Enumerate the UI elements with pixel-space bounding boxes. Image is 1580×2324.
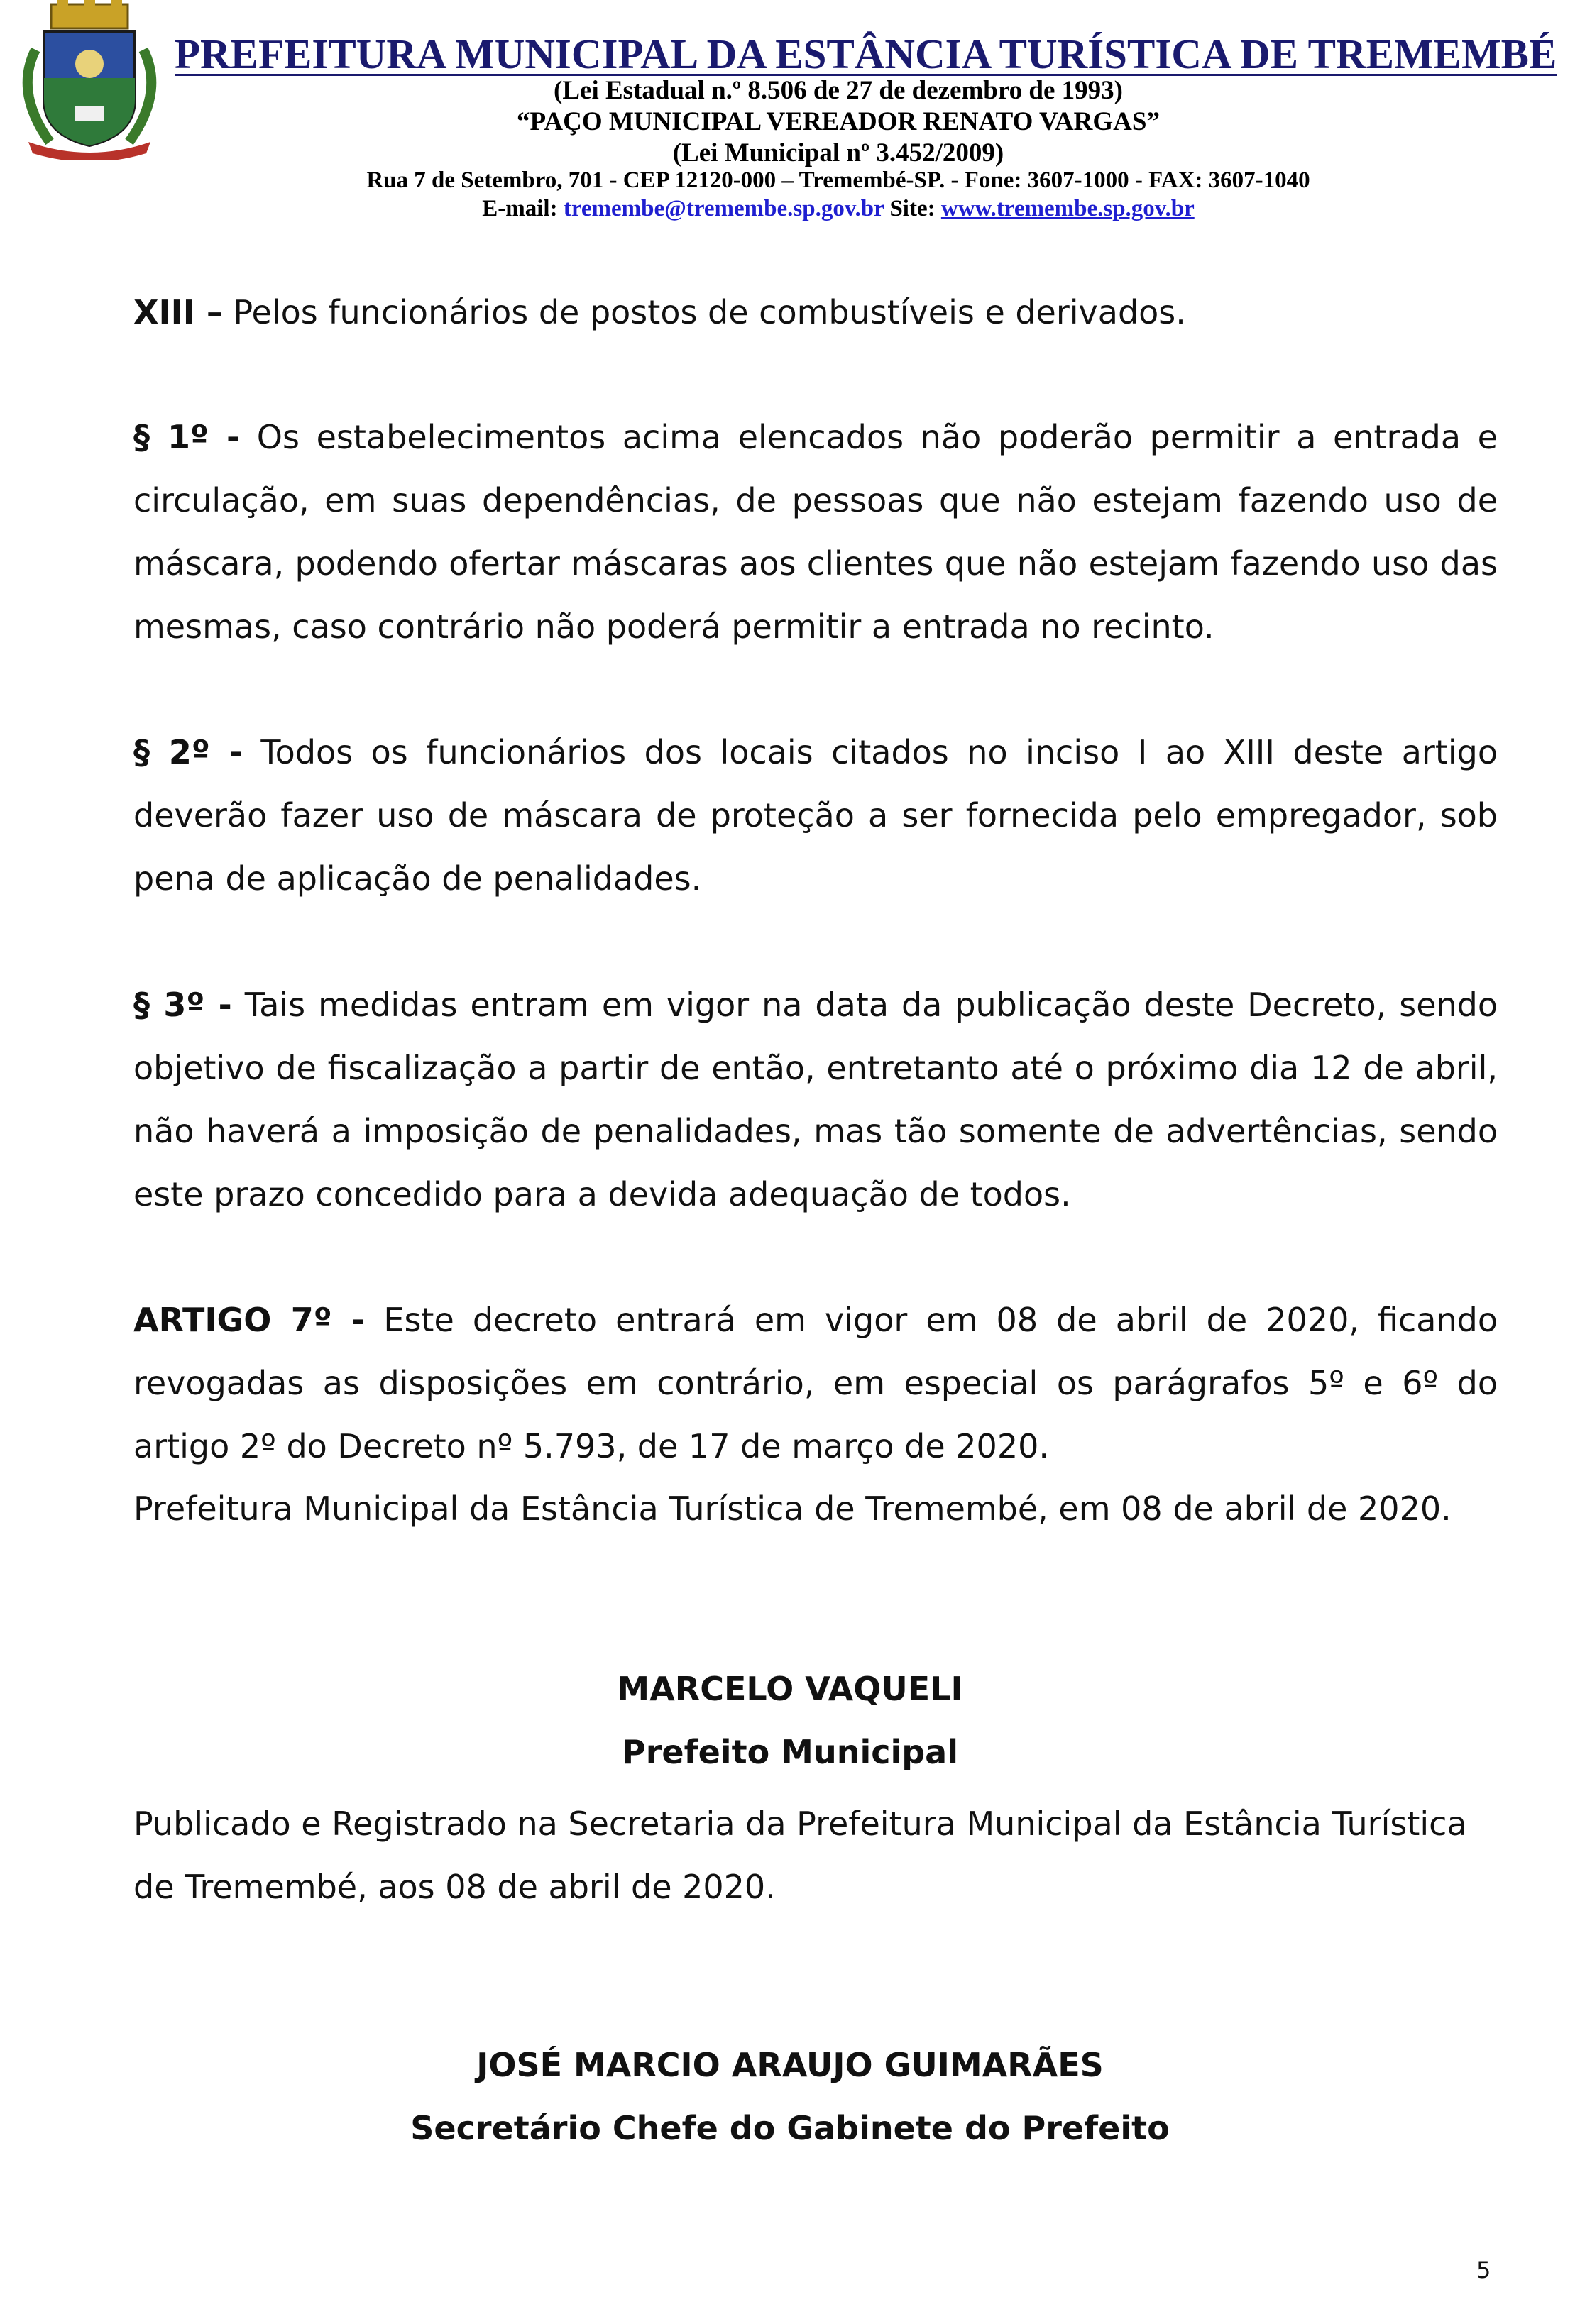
letterhead-contact xyxy=(175,196,1502,222)
inciso-xiii-label: XIII – xyxy=(133,293,223,331)
site-label: Site: xyxy=(889,196,936,221)
page-number: 5 xyxy=(1476,2257,1491,2284)
paragraph-3 xyxy=(133,974,1498,1226)
secretary-title: Secretário Chefe do Gabinete do Prefeito xyxy=(410,2109,1170,2147)
letterhead-municipal-law: (Lei Municipal nº 3.452/2009) xyxy=(672,138,1004,167)
paragraph-3-text: Tais medidas entram em vigor na data da publicação deste Decreto, sendo objetivo de fiscalização a partir de então, entretanto até o próximo dia 12 de abril, não haverá a imposição de penalidades, mas tão somente de advertências, sendo este prazo concedido para a devida adequação de todos. xyxy=(133,986,1498,1213)
publication-note: Publicado e Registrado na Secretaria da Prefeitura Municipal da Estância Turística de Tremembé, aos 08 de abril de 2020. xyxy=(133,1805,1467,1906)
letterhead-title: PREFEITURA MUNICIPAL DA ESTÂNCIA TURÍSTICA DE TREMEMBÉ xyxy=(175,31,1557,77)
site-link[interactable]: www.tremembe.sp.gov.br xyxy=(940,196,1195,221)
paragraph-1-label: § 1º - xyxy=(133,418,241,456)
letterhead-state-law: (Lei Estadual n.º 8.506 de 27 de dezembro de 1993) xyxy=(554,76,1123,105)
article-7-label: ARTIGO 7º - xyxy=(133,1301,366,1339)
paragraph-1 xyxy=(133,406,1498,659)
paragraph-1-text: Os estabelecimentos acima elencados não poderão permitir a entrada e circulação, em suas dependências, de pessoas que não estejam fazendo uso de máscara, podendo ofertar máscaras aos clientes que não estejam fazendo uso das mesmas, caso contrário não poderá permitir a entrada no recinto. xyxy=(133,418,1498,646)
place-date-line: Prefeitura Municipal da Estância Turística de Tremembé, em 08 de abril de 2020. xyxy=(133,1489,1452,1528)
coat-of-arms-icon xyxy=(7,0,172,160)
inciso-xiii xyxy=(133,281,1498,344)
paragraph-3-label: § 3º - xyxy=(133,986,232,1024)
mayor-name: MARCELO VAQUELI xyxy=(617,1670,963,1708)
article-7-text: Este decreto entrará em vigor em 08 de abril de 2020, ficando revogadas as disposições em contrário, em especial os parágrafos 5º e 6º do artigo 2º do Decreto nº 5.793, de 17 de março de 2020. xyxy=(133,1301,1498,1465)
email-label: E-mail: xyxy=(482,196,558,221)
inciso-xiii-text: Pelos funcionários de postos de combustíveis e derivados. xyxy=(222,293,1186,331)
paragraph-2-label: § 2º - xyxy=(133,733,243,771)
paragraph-2 xyxy=(133,721,1498,910)
mayor-title: Prefeito Municipal xyxy=(622,1733,958,1771)
letterhead-address: Rua 7 de Setembro, 701 - CEP 12120-000 – Tremembé-SP. - Fone: 3607-1000 - FAX: 3607-1040 xyxy=(366,167,1310,193)
email-link[interactable]: tremembe@tremembe.sp.gov.br xyxy=(563,196,884,221)
letterhead-building-name: “PAÇO MUNICIPAL VEREADOR RENATO VARGAS” xyxy=(517,107,1160,136)
secretary-name: JOSÉ MARCIO ARAUJO GUIMARÃES xyxy=(476,2046,1104,2084)
paragraph-2-text: Todos os funcionários dos locais citados no inciso I ao XIII deste artigo deverão fazer uso de máscara de proteção a ser fornecida pelo empregador, sob pena de aplicação de penalidades. xyxy=(133,733,1498,898)
article-7 xyxy=(133,1289,1498,1478)
